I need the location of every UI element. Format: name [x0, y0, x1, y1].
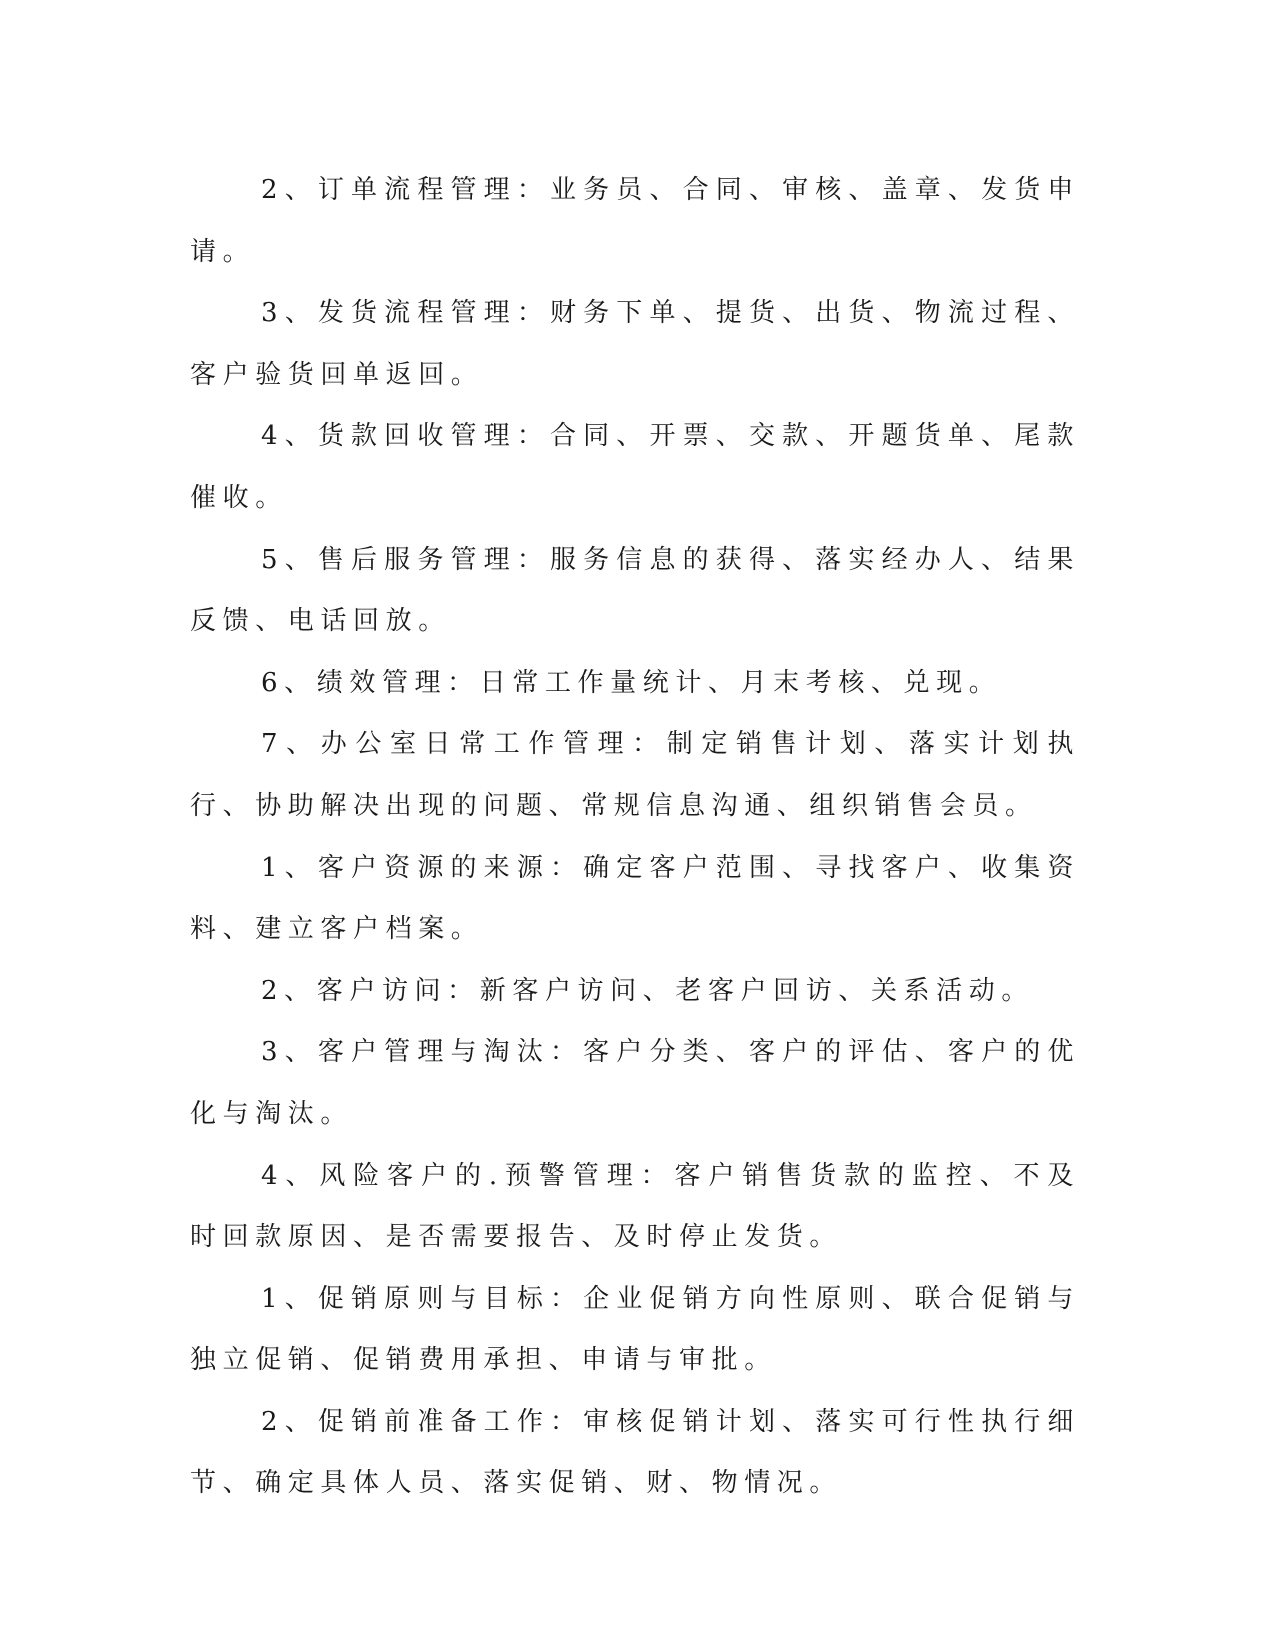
document-body [190, 160, 1080, 1515]
paragraph-customer-visits: 2、客户访问：新客户访问、老客户回访、关系活动。 [261, 975, 1034, 1006]
paragraph-customer-management: 3、客户管理与淘汰：客户分类、客户的评估、客户的优化与淘汰。 [190, 1037, 1080, 1129]
paragraph-after-sales-service: 5、售后服务管理：服务信息的获得、落实经办人、结果反馈、电话回放。 [190, 544, 1080, 637]
paragraph-performance-management: 6、绩效管理：日常工作量统计、月末考核、兑现。 [261, 667, 1002, 698]
paragraph-promotion-principles: 1、促销原则与目标：企业促销方向性原则、联合促销与独立促销、促销费用承担、申请与审批。 [190, 1283, 1080, 1376]
paragraph-promotion-preparation: 2、促销前准备工作：审核促销计划、落实可行性执行细节、确定具体人员、落实促销、财、物情况。 [190, 1406, 1080, 1499]
paragraph-order-process: 2、订单流程管理：业务员、合同、审核、盖章、发货申请。 [190, 175, 1080, 267]
paragraph-office-management: 7、办公室日常工作管理：制定销售计划、落实计划执行、协助解决出现的问题、常规信息沟通、组织销售会员。 [190, 729, 1080, 821]
paragraph-payment-collection: 4、货款回收管理：合同、开票、交款、开题货单、尾款催收。 [190, 421, 1080, 513]
paragraph-customer-sources: 1、客户资源的来源：确定客户范围、寻找客户、收集资料、建立客户档案。 [190, 852, 1080, 945]
paragraph-risk-warning: 4、风险客户的.预警管理：客户销售货款的监控、不及时回款原因、是否需要报告、及时停止发货。 [190, 1160, 1080, 1253]
paragraph-shipping-process: 3、发货流程管理：财务下单、提货、出货、物流过程、客户验货回单返回。 [190, 298, 1080, 390]
